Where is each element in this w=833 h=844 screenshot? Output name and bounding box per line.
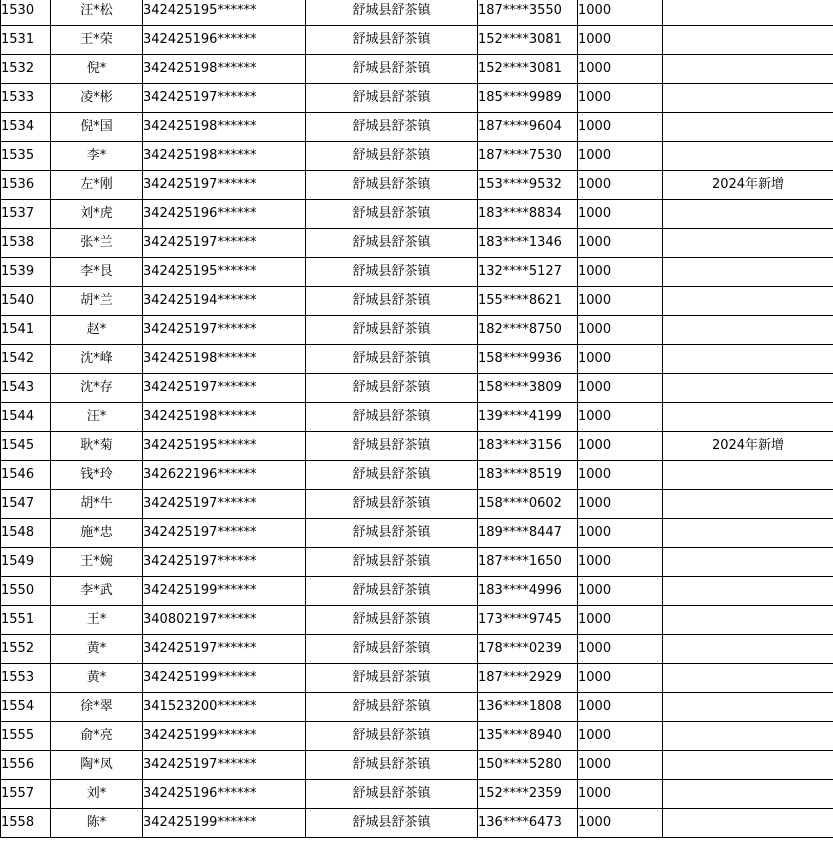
row-number-cell: 1548 [1, 519, 51, 548]
row-number-cell: 1545 [1, 432, 51, 461]
row-number-cell: 1542 [1, 345, 51, 374]
amount-cell: 1000 [578, 722, 663, 751]
id-number-cell: 342425198****** [143, 142, 306, 171]
phone-cell: 158****3809 [478, 374, 578, 403]
row-number-cell: 1538 [1, 229, 51, 258]
name-cell: 李*艮 [51, 258, 143, 287]
table-row [1, 84, 833, 113]
address-cell: 舒城县舒茶镇 [306, 548, 478, 577]
id-number-cell: 342425198****** [143, 403, 306, 432]
name-cell: 徐*翠 [51, 693, 143, 722]
phone-cell: 187****1650 [478, 548, 578, 577]
amount-cell: 1000 [578, 403, 663, 432]
address-cell: 舒城县舒茶镇 [306, 316, 478, 345]
name-cell: 沈*峰 [51, 345, 143, 374]
amount-cell: 1000 [578, 490, 663, 519]
row-number-cell: 1553 [1, 664, 51, 693]
table-row [1, 258, 833, 287]
amount-cell: 1000 [578, 171, 663, 200]
address-cell: 舒城县舒茶镇 [306, 722, 478, 751]
table-row [1, 432, 833, 461]
name-cell: 陈* [51, 809, 143, 838]
row-number-cell: 1556 [1, 751, 51, 780]
row-number-cell: 1552 [1, 635, 51, 664]
note-cell [663, 490, 833, 519]
note-cell [663, 26, 833, 55]
address-cell: 舒城县舒茶镇 [306, 664, 478, 693]
note-cell: 2024年新增 [663, 171, 833, 200]
row-number-cell: 1537 [1, 200, 51, 229]
address-cell: 舒城县舒茶镇 [306, 809, 478, 838]
name-cell: 李* [51, 142, 143, 171]
phone-cell: 150****5280 [478, 751, 578, 780]
id-number-cell: 342425199****** [143, 809, 306, 838]
amount-cell: 1000 [578, 0, 663, 26]
name-cell: 左*刚 [51, 171, 143, 200]
name-cell: 倪* [51, 55, 143, 84]
note-cell [663, 664, 833, 693]
row-number-cell: 1543 [1, 374, 51, 403]
phone-cell: 132****5127 [478, 258, 578, 287]
id-number-cell: 342425199****** [143, 577, 306, 606]
row-number-cell: 1549 [1, 548, 51, 577]
row-number-cell: 1536 [1, 171, 51, 200]
phone-cell: 183****1346 [478, 229, 578, 258]
phone-cell: 136****1808 [478, 693, 578, 722]
table-row [1, 722, 833, 751]
phone-cell: 178****0239 [478, 635, 578, 664]
phone-cell: 187****3550 [478, 0, 578, 26]
name-cell: 陶*凤 [51, 751, 143, 780]
address-cell: 舒城县舒茶镇 [306, 780, 478, 809]
name-cell: 黄* [51, 664, 143, 693]
amount-cell: 1000 [578, 26, 663, 55]
note-cell [663, 0, 833, 26]
address-cell: 舒城县舒茶镇 [306, 84, 478, 113]
name-cell: 耿*菊 [51, 432, 143, 461]
note-cell [663, 200, 833, 229]
note-cell [663, 287, 833, 316]
amount-cell: 1000 [578, 374, 663, 403]
note-cell [663, 577, 833, 606]
id-number-cell: 342425197****** [143, 316, 306, 345]
table-row [1, 171, 833, 200]
amount-cell: 1000 [578, 287, 663, 316]
id-number-cell: 342425195****** [143, 0, 306, 26]
name-cell: 李*武 [51, 577, 143, 606]
row-number-cell: 1551 [1, 606, 51, 635]
note-cell [663, 519, 833, 548]
address-cell: 舒城县舒茶镇 [306, 490, 478, 519]
table-row [1, 519, 833, 548]
phone-cell: 183****3156 [478, 432, 578, 461]
note-cell [663, 258, 833, 287]
phone-cell: 187****2929 [478, 664, 578, 693]
note-cell [663, 635, 833, 664]
table-row [1, 142, 833, 171]
name-cell: 王*荣 [51, 26, 143, 55]
id-number-cell: 342425198****** [143, 55, 306, 84]
address-cell: 舒城县舒茶镇 [306, 0, 478, 26]
amount-cell: 1000 [578, 635, 663, 664]
name-cell: 沈*存 [51, 374, 143, 403]
note-cell [663, 780, 833, 809]
phone-cell: 139****4199 [478, 403, 578, 432]
table-row [1, 548, 833, 577]
id-number-cell: 342425194****** [143, 287, 306, 316]
amount-cell: 1000 [578, 519, 663, 548]
address-cell: 舒城县舒茶镇 [306, 113, 478, 142]
note-cell [663, 606, 833, 635]
phone-cell: 158****0602 [478, 490, 578, 519]
note-cell [663, 403, 833, 432]
name-cell: 倪*国 [51, 113, 143, 142]
name-cell: 王*婉 [51, 548, 143, 577]
id-number-cell: 342425197****** [143, 374, 306, 403]
amount-cell: 1000 [578, 432, 663, 461]
note-cell [663, 751, 833, 780]
name-cell: 刘* [51, 780, 143, 809]
table-row [1, 55, 833, 84]
note-cell [663, 722, 833, 751]
note-cell [663, 229, 833, 258]
phone-cell: 152****3081 [478, 26, 578, 55]
address-cell: 舒城县舒茶镇 [306, 258, 478, 287]
phone-cell: 152****3081 [478, 55, 578, 84]
name-cell: 王* [51, 606, 143, 635]
name-cell: 胡*牛 [51, 490, 143, 519]
note-cell [663, 55, 833, 84]
table-row [1, 490, 833, 519]
amount-cell: 1000 [578, 461, 663, 490]
address-cell: 舒城县舒茶镇 [306, 693, 478, 722]
amount-cell: 1000 [578, 258, 663, 287]
id-number-cell: 342425195****** [143, 432, 306, 461]
name-cell: 凌*彬 [51, 84, 143, 113]
id-number-cell: 342425199****** [143, 664, 306, 693]
table-row [1, 461, 833, 490]
table-row [1, 693, 833, 722]
phone-cell: 136****6473 [478, 809, 578, 838]
amount-cell: 1000 [578, 664, 663, 693]
table-row [1, 635, 833, 664]
address-cell: 舒城县舒茶镇 [306, 432, 478, 461]
id-number-cell: 342425198****** [143, 345, 306, 374]
name-cell: 赵* [51, 316, 143, 345]
note-cell: 2024年新增 [663, 432, 833, 461]
address-cell: 舒城县舒茶镇 [306, 606, 478, 635]
amount-cell: 1000 [578, 577, 663, 606]
phone-cell: 135****8940 [478, 722, 578, 751]
address-cell: 舒城县舒茶镇 [306, 287, 478, 316]
note-cell [663, 809, 833, 838]
amount-cell: 1000 [578, 229, 663, 258]
table-row [1, 26, 833, 55]
row-number-cell: 1532 [1, 55, 51, 84]
amount-cell: 1000 [578, 606, 663, 635]
row-number-cell: 1539 [1, 258, 51, 287]
row-number-cell: 1535 [1, 142, 51, 171]
id-number-cell: 342425196****** [143, 200, 306, 229]
name-cell: 汪* [51, 403, 143, 432]
amount-cell: 1000 [578, 200, 663, 229]
address-cell: 舒城县舒茶镇 [306, 345, 478, 374]
row-number-cell: 1530 [1, 0, 51, 26]
table-row [1, 664, 833, 693]
address-cell: 舒城县舒茶镇 [306, 577, 478, 606]
table-row [1, 751, 833, 780]
phone-cell: 189****8447 [478, 519, 578, 548]
id-number-cell: 341523200****** [143, 693, 306, 722]
table-row [1, 0, 833, 26]
note-cell [663, 548, 833, 577]
table-row [1, 606, 833, 635]
row-number-cell: 1558 [1, 809, 51, 838]
row-number-cell: 1533 [1, 84, 51, 113]
address-cell: 舒城县舒茶镇 [306, 26, 478, 55]
note-cell [663, 345, 833, 374]
address-cell: 舒城县舒茶镇 [306, 229, 478, 258]
table-row [1, 200, 833, 229]
row-number-cell: 1540 [1, 287, 51, 316]
phone-cell: 185****9989 [478, 84, 578, 113]
row-number-cell: 1555 [1, 722, 51, 751]
row-number-cell: 1550 [1, 577, 51, 606]
amount-cell: 1000 [578, 693, 663, 722]
name-cell: 俞*亮 [51, 722, 143, 751]
address-cell: 舒城县舒茶镇 [306, 200, 478, 229]
note-cell [663, 316, 833, 345]
table-row [1, 780, 833, 809]
id-number-cell: 342425197****** [143, 519, 306, 548]
table-row [1, 113, 833, 142]
address-cell: 舒城县舒茶镇 [306, 55, 478, 84]
id-number-cell: 342425197****** [143, 171, 306, 200]
note-cell [663, 113, 833, 142]
row-number-cell: 1546 [1, 461, 51, 490]
id-number-cell: 342425197****** [143, 548, 306, 577]
name-cell: 胡*兰 [51, 287, 143, 316]
amount-cell: 1000 [578, 113, 663, 142]
id-number-cell: 342425196****** [143, 26, 306, 55]
phone-cell: 173****9745 [478, 606, 578, 635]
amount-cell: 1000 [578, 751, 663, 780]
phone-cell: 153****9532 [478, 171, 578, 200]
id-number-cell: 342425196****** [143, 780, 306, 809]
note-cell [663, 461, 833, 490]
id-number-cell: 342425195****** [143, 258, 306, 287]
phone-cell: 187****9604 [478, 113, 578, 142]
phone-cell: 187****7530 [478, 142, 578, 171]
id-number-cell: 342622196****** [143, 461, 306, 490]
address-cell: 舒城县舒茶镇 [306, 635, 478, 664]
address-cell: 舒城县舒茶镇 [306, 403, 478, 432]
id-number-cell: 342425198****** [143, 113, 306, 142]
note-cell [663, 84, 833, 113]
amount-cell: 1000 [578, 55, 663, 84]
row-number-cell: 1557 [1, 780, 51, 809]
row-number-cell: 1531 [1, 26, 51, 55]
row-number-cell: 1544 [1, 403, 51, 432]
phone-cell: 155****8621 [478, 287, 578, 316]
phone-cell: 158****9936 [478, 345, 578, 374]
phone-cell: 183****8519 [478, 461, 578, 490]
name-cell: 张*兰 [51, 229, 143, 258]
note-cell [663, 142, 833, 171]
phone-cell: 152****2359 [478, 780, 578, 809]
table-row [1, 229, 833, 258]
amount-cell: 1000 [578, 548, 663, 577]
phone-cell: 183****4996 [478, 577, 578, 606]
id-number-cell: 342425199****** [143, 722, 306, 751]
row-number-cell: 1534 [1, 113, 51, 142]
address-cell: 舒城县舒茶镇 [306, 374, 478, 403]
amount-cell: 1000 [578, 809, 663, 838]
amount-cell: 1000 [578, 345, 663, 374]
id-number-cell: 340802197****** [143, 606, 306, 635]
phone-cell: 183****8834 [478, 200, 578, 229]
table-row [1, 403, 833, 432]
row-number-cell: 1554 [1, 693, 51, 722]
address-cell: 舒城县舒茶镇 [306, 171, 478, 200]
amount-cell: 1000 [578, 84, 663, 113]
id-number-cell: 342425197****** [143, 490, 306, 519]
table-row [1, 374, 833, 403]
table-row [1, 577, 833, 606]
table-row [1, 809, 833, 838]
phone-cell: 182****8750 [478, 316, 578, 345]
id-number-cell: 342425197****** [143, 84, 306, 113]
table-row [1, 345, 833, 374]
note-cell [663, 693, 833, 722]
address-cell: 舒城县舒茶镇 [306, 751, 478, 780]
amount-cell: 1000 [578, 142, 663, 171]
address-cell: 舒城县舒茶镇 [306, 461, 478, 490]
name-cell: 钱*玲 [51, 461, 143, 490]
name-cell: 刘*虎 [51, 200, 143, 229]
row-number-cell: 1541 [1, 316, 51, 345]
address-cell: 舒城县舒茶镇 [306, 142, 478, 171]
amount-cell: 1000 [578, 780, 663, 809]
note-cell [663, 374, 833, 403]
name-cell: 汪*松 [51, 0, 143, 26]
address-cell: 舒城县舒茶镇 [306, 519, 478, 548]
name-cell: 施*忠 [51, 519, 143, 548]
table-body [1, 0, 833, 838]
id-number-cell: 342425197****** [143, 635, 306, 664]
name-cell: 黄* [51, 635, 143, 664]
amount-cell: 1000 [578, 316, 663, 345]
table-row [1, 316, 833, 345]
id-number-cell: 342425197****** [143, 751, 306, 780]
id-number-cell: 342425197****** [143, 229, 306, 258]
row-number-cell: 1547 [1, 490, 51, 519]
table-row [1, 287, 833, 316]
